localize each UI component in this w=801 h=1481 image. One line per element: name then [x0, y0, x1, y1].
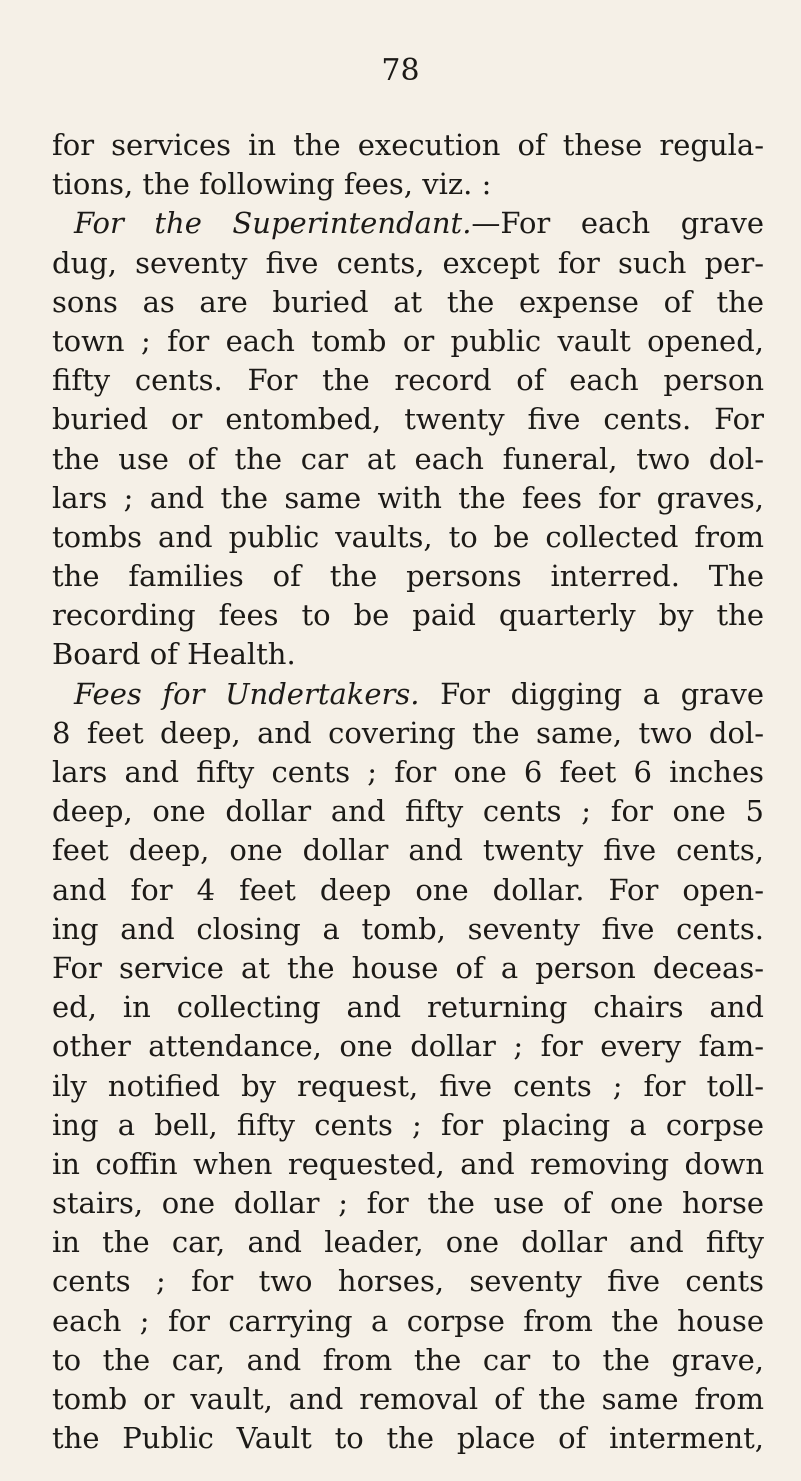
text-line [52, 949, 764, 988]
text-line [52, 1145, 764, 1184]
text-line [52, 557, 764, 596]
text-line [52, 1341, 764, 1380]
page-number: 78 [381, 53, 420, 88]
text-line [52, 283, 764, 322]
text-line [52, 792, 764, 831]
text-run: cents ; for two horses, seventy five cents [52, 1264, 764, 1299]
text-line [52, 440, 764, 479]
text-line [52, 1262, 764, 1301]
text-line [52, 910, 764, 949]
text-run: and for 4 feet deep one dollar. For open- [52, 872, 764, 907]
text-run: stairs, one dollar ; for the use of one horse [52, 1186, 764, 1221]
text-line [52, 518, 764, 557]
text-line [52, 1419, 764, 1458]
text-line [52, 204, 764, 243]
text-run: For digging a grave [419, 676, 764, 711]
text-line [52, 714, 764, 753]
text-line [52, 361, 764, 400]
text-line [52, 126, 764, 165]
text-run: tions, the following fees, viz. : [52, 167, 492, 202]
text-run: in coffin when requested, and removing down [52, 1146, 764, 1181]
text-line [52, 675, 764, 714]
text-line [52, 1302, 764, 1341]
text-line [52, 1223, 764, 1262]
text-run: dug, seventy five cents, except for such per- [52, 245, 764, 280]
text-run: town ; for each tomb or public vault opened, [52, 323, 764, 358]
text-run: 8 feet deep, and covering the same, two dol- [52, 715, 764, 750]
text-line [52, 1106, 764, 1145]
text-run: tomb or vault, and removal of the same from [52, 1382, 764, 1416]
text-run: buried or entombed, twenty five cents. For [52, 402, 764, 437]
text-line [52, 988, 764, 1027]
text-line [52, 479, 764, 518]
text-run: the Public Vault to the place of interment, [52, 1421, 764, 1456]
text-run: tombs and public vaults, to be collected from [52, 519, 764, 554]
text-line [52, 1027, 764, 1066]
text-run: the use of the car at each funeral, two dol- [52, 441, 764, 476]
text-run: other attendance, one dollar ; for every fam- [52, 1029, 764, 1064]
text-run: fifty cents. For the record of each person [52, 363, 764, 398]
text-run: the families of the persons interred. The [52, 559, 764, 594]
text-run: ily notified by request, five cents ; for toll- [52, 1068, 764, 1103]
text-line [52, 400, 764, 439]
text-run: feet deep, one dollar and twenty five cents, [52, 833, 764, 868]
text-line [52, 871, 764, 910]
text-line [52, 322, 764, 361]
text-run: each ; for carrying a corpse from the house [52, 1303, 764, 1338]
text-run: for services in the execution of these regula- [52, 128, 764, 162]
text-run: in the car, and leader, one dollar and fifty [52, 1225, 764, 1260]
text-run: ing a bell, fifty cents ; for placing a corpse [52, 1107, 764, 1142]
text-line [52, 831, 764, 870]
text-line [52, 165, 764, 204]
text-line [52, 635, 764, 674]
text-run: Board of Health. [52, 637, 296, 672]
text-run: sons as are buried at the expense of the [52, 284, 764, 319]
text-run: For service at the house of a person deceas- [52, 950, 764, 985]
text-line [52, 1380, 764, 1419]
italic-heading: Fees for Undertakers. [74, 676, 420, 711]
text-line [52, 596, 764, 635]
text-line [52, 1184, 764, 1223]
text-run: ed, in collecting and returning chairs and [52, 990, 764, 1025]
text-run: deep, one dollar and fifty cents ; for one 5 [52, 794, 764, 829]
body-text [52, 126, 764, 1458]
text-run: ing and closing a tomb, seventy five cents. [52, 911, 764, 946]
text-run: to the car, and from the car to the grave, [52, 1342, 764, 1377]
italic-heading: For the Superintendant. [74, 206, 472, 241]
text-line [52, 244, 764, 283]
text-run: —For each grave [471, 206, 764, 241]
text-run: recording fees to be paid quarterly by the [52, 598, 764, 633]
text-run: lars ; and the same with the fees for graves, [52, 480, 764, 515]
text-line [52, 753, 764, 792]
text-line [52, 1067, 764, 1106]
text-run: lars and fifty cents ; for one 6 feet 6 inches [52, 755, 764, 789]
